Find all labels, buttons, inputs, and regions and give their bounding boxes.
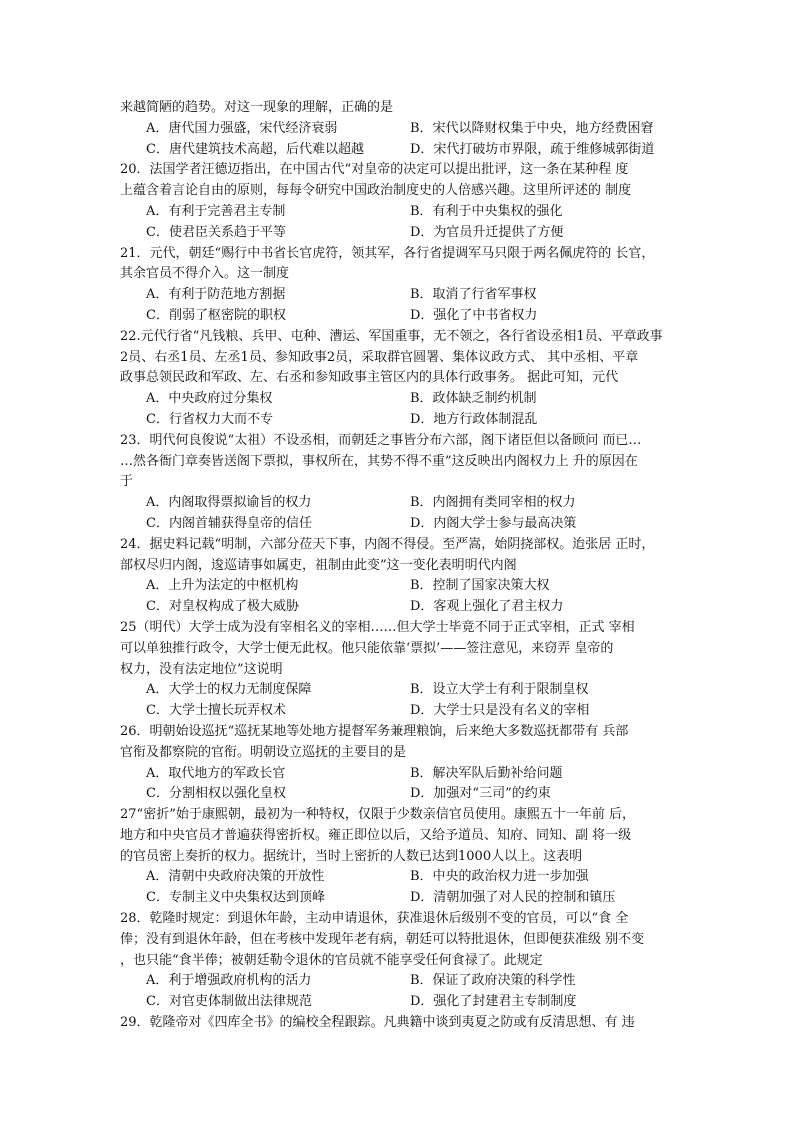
options-row: [120, 576, 680, 597]
option-a: A．有利于防范地方割据: [146, 287, 286, 303]
options-row: [120, 992, 680, 1013]
option-c: C．唐代建筑技术高超，后代难以超越: [146, 141, 364, 157]
option-d: D．内阁大学士参与最高决策: [410, 515, 577, 531]
question-block: [120, 618, 680, 722]
option-b: B．解决军队后勤补给问题: [410, 765, 563, 781]
option-b: B．有利于中央集权的强化: [410, 203, 563, 219]
question-text-line: 20．法国学者汪德迈指出，在中国古代“对皇帝的决定可以提出批评，这一条在某种程 度: [120, 162, 629, 178]
option-b: B．内阁拥有类同宰相的权力: [410, 495, 576, 511]
option-c: C．对皇权构成了极大威胁: [146, 599, 299, 615]
option-d: D．加强对“三司”的约束: [410, 786, 551, 802]
option-d: D．强化了封建君主专制制度: [410, 994, 577, 1010]
option-d: D．地方行政体制混乱: [410, 411, 538, 427]
question-text-line: 于: [120, 474, 134, 490]
continued-question: [120, 98, 680, 160]
question-text-line: 28．乾隆时规定：到退休年龄，主动申请退休，获准退休后级别不变的官员，可以“食 全: [120, 911, 629, 927]
options-row: [120, 597, 680, 618]
question-text-line: …然各衙门章奏皆送阁下票拟，事权所在，其势不得不重”这反映出内阁权力上 升的原因在: [120, 453, 638, 469]
question-text-line: 权力，没有法定地位”这说明: [120, 661, 283, 677]
question-text-line: 官衔及都察院的官衔。明朝设立巡抚的主要目的是: [120, 744, 407, 760]
option-d: D．宋代打破坊市界限，疏于维修城郭街道: [410, 141, 655, 157]
option-d: D．强化了中书省权力: [410, 307, 538, 323]
option-a: A．唐代国力强盛，宋代经济衰弱: [146, 120, 338, 136]
question-block: [120, 535, 680, 618]
question-text-line: 的官员密上奏折的权力。据统计，当时上密折的人数已达到1000人以上。这表明: [120, 848, 583, 864]
option-b: B．宋代以降财权集于中央，地方经费困窘: [410, 120, 654, 136]
option-b: B．取消了行省军事权: [410, 287, 537, 303]
question-text-line: 2员、右丞1员、左丞1员、参知政事2员，采取群官圆署、集体议政方式、 其中丞相、平章: [120, 349, 639, 365]
option-b: B．控制了国家决策大权: [410, 578, 550, 594]
options-row: [120, 306, 680, 327]
question-text-line: 上蕴含着言论自由的原则，每每令研究中国政治制度史的人倍感兴趣。这里所评述的 制度: [120, 183, 632, 199]
question-text-line: 来越简陋的趋势。对这一现象的理解，正确的是: [120, 100, 394, 115]
option-c: C．专制主义中央集权达到顶峰: [146, 890, 325, 906]
option-c: C．行省权力大而不专: [146, 411, 273, 427]
options-row: [120, 867, 680, 888]
question-block: [120, 160, 680, 243]
option-a: A．取代地方的军政长官: [146, 765, 286, 781]
question-text-line: 27“密折”始于康熙朝，最初为一种特权，仅限于少数亲信官员使用。康熙五十一年前 后，: [120, 807, 635, 823]
question-text-line: 29．乾隆帝对《四库全书》的编校全程跟踪。凡典籍中谈到夷夏之防或有反清思想、有 违: [120, 1015, 635, 1031]
option-c: C．削弱了枢密院的职权: [146, 307, 286, 323]
question-text-line: 政事总领民政和军政、左、右丞和参知政事主管区内的具体行政事务。 据此可知，元代: [120, 370, 619, 386]
question-block: [120, 805, 680, 909]
question-text-line: 25（明代）大学士成为没有宰相名义的宰相……但大学士毕竟不同于正式宰相，正式 宰相: [120, 619, 635, 635]
options-row: [120, 140, 680, 161]
question-text-line: 22.元代行省“凡钱粮、兵甲、屯种、漕运、军国重事，无不领之，各行省设丞相1员、平章政事: [120, 328, 663, 344]
option-a: A．内阁取得票拟谕旨的权力: [146, 495, 312, 511]
question-text-line: 24．据史料记载“明制，六部分莅天下事，内阁不得侵。至严嵩，始阴挠部权。迨张居 正时，: [120, 536, 655, 552]
option-c: C．大学士擅长玩弄权术: [146, 703, 286, 719]
question-text-line: 26．明朝始设巡抚“巡抚某地等处地方提督军务兼理粮饷，后来绝大多数巡抚都带有 兵部: [120, 723, 629, 739]
option-a: A．利于增强政府机构的活力: [146, 973, 312, 989]
question-text-line: 其余官员不得介入。这一制度: [120, 266, 290, 282]
option-d: D．客观上强化了君主权力: [410, 599, 564, 615]
options-row: [120, 389, 680, 410]
option-c: C．内阁首辅获得皇帝的信任: [146, 515, 312, 531]
option-d: D．清朝加强了对人民的控制和镇压: [410, 890, 616, 906]
options-row: [120, 888, 680, 909]
option-a: A．有利于完善君主专制: [146, 203, 286, 219]
question-text-line: 部权尽归内阁，逡巡请事如属吏，祖制由此变”这一变化表明明代内阁: [120, 557, 517, 573]
question-text-line: ，也只能“食半俸；被朝廷勒令退休的官员就不能享受任何食禄了。此规定: [120, 952, 543, 968]
option-b: B．保证了政府决策的科学性: [410, 973, 576, 989]
options-row: [120, 701, 680, 722]
question-text-line: 俸；没有到退休年龄，但在考核中发现年老有病，朝廷可以特批退休，但即便获准级 别不变: [120, 931, 645, 947]
exam-content: [120, 98, 680, 1034]
question-block: [120, 909, 680, 1013]
question-text-line: 23．明代何良俊说“太祖）不设丞相，而朝廷之事皆分布六部，阁下诸臣但以备顾问 而已…: [120, 432, 642, 448]
options-row: [120, 514, 680, 535]
option-b: B．设立大学士有利于限制皇权: [410, 682, 589, 698]
question-text-line: 地方和中央官员才普遍获得密折权。雍正即位以后，又给予道员、知府、同知、副 将一级: [120, 827, 632, 843]
options-row: [120, 764, 680, 785]
option-c: C．对官吏体制做出法律规范: [146, 994, 312, 1010]
options-row: [120, 202, 680, 223]
options-row: [120, 971, 680, 992]
question-text-line: 可以单独推行政令，大学士便无此权。他只能依靠‘票拟’——签注意见，来窃弄 皇帝的: [120, 640, 614, 656]
question-block: [120, 431, 680, 535]
option-c: C．分割相权以强化皇权: [146, 786, 286, 802]
options-row: [120, 493, 680, 514]
question-block: [120, 722, 680, 805]
option-d: D．大学士只是没有名义的宰相: [410, 703, 590, 719]
options-row: [120, 784, 680, 805]
options-row: [120, 680, 680, 701]
options-row: [120, 223, 680, 244]
option-b: B．政体缺乏制约机制: [410, 391, 537, 407]
question-block: [120, 1013, 680, 1034]
option-c: C．使君臣关系趋于平等: [146, 224, 286, 240]
option-b: B．中央的政治权力进一步加强: [410, 869, 589, 885]
option-d: D．为官员升迁提供了方便: [410, 224, 564, 240]
question-block: [120, 327, 680, 431]
options-row: [120, 119, 680, 140]
question-text-line: 21．元代，朝廷“赐行中书省长官虎符，领其军，各行省提调军马只限于两名佩虎符的 长官，: [120, 245, 655, 261]
option-a: A．中央政府过分集权: [146, 391, 273, 407]
option-a: A．大学士的权力无制度保障: [146, 682, 312, 698]
options-row: [120, 410, 680, 431]
option-a: A．清朝中央政府决策的开放性: [146, 869, 325, 885]
options-row: [120, 285, 680, 306]
option-a: A．上升为法定的中枢机构: [146, 578, 299, 594]
question-block: [120, 244, 680, 327]
